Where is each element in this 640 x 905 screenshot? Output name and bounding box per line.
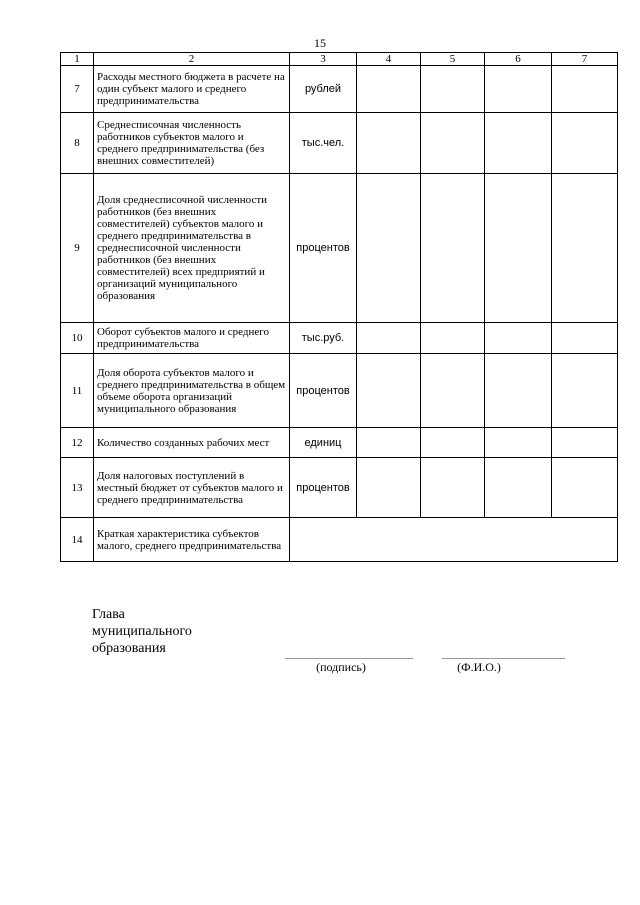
row-number: 13 bbox=[61, 458, 94, 518]
value-cell bbox=[485, 66, 552, 113]
column-header: 1 bbox=[61, 53, 94, 66]
table-row bbox=[61, 518, 618, 562]
unit-cell: процентов bbox=[290, 458, 357, 518]
value-cell bbox=[485, 113, 552, 174]
signature-caption: (подпись) bbox=[316, 660, 366, 674]
value-cell bbox=[357, 66, 421, 113]
value-cell bbox=[357, 323, 421, 354]
row-number: 11 bbox=[61, 354, 94, 428]
value-cell bbox=[421, 428, 485, 458]
value-cell bbox=[552, 174, 618, 323]
value-cell bbox=[485, 458, 552, 518]
signatory-title-line: Глава bbox=[92, 607, 125, 622]
table-row bbox=[61, 66, 618, 113]
name-caption: (Ф.И.О.) bbox=[457, 660, 501, 674]
indicator-description: Среднесписочная численность работников субъектов малого и среднего предпринимательства (без внешних совместителей) bbox=[94, 113, 290, 174]
indicator-description: Расходы местного бюджета в расчете на один субъект малого и среднего предпринимательства bbox=[94, 66, 290, 113]
indicator-description: Доля налоговых поступлений в местный бюджет от субъектов малого и среднего предпринимательства bbox=[94, 458, 290, 518]
value-cell bbox=[485, 174, 552, 323]
value-cell bbox=[552, 428, 618, 458]
signatory-title bbox=[92, 606, 192, 657]
value-cell bbox=[485, 323, 552, 354]
table-row bbox=[61, 174, 618, 323]
value-cell bbox=[421, 174, 485, 323]
unit-cell: рублей bbox=[290, 66, 357, 113]
row-number: 10 bbox=[61, 323, 94, 354]
row-number: 7 bbox=[61, 66, 94, 113]
table-row bbox=[61, 354, 618, 428]
value-cell bbox=[552, 323, 618, 354]
value-cell bbox=[552, 354, 618, 428]
value-cell bbox=[552, 458, 618, 518]
name-line bbox=[442, 658, 565, 659]
column-header: 2 bbox=[94, 53, 290, 66]
value-cell bbox=[552, 66, 618, 113]
signature-line bbox=[285, 658, 413, 659]
unit-cell: процентов bbox=[290, 354, 357, 428]
indicator-description: Краткая характеристика субъектов малого, среднего предпринимательства bbox=[94, 518, 290, 562]
value-cell bbox=[421, 323, 485, 354]
row-number: 12 bbox=[61, 428, 94, 458]
column-header: 6 bbox=[485, 53, 552, 66]
unit-cell: единиц bbox=[290, 428, 357, 458]
indicator-description: Количество созданных рабочих мест bbox=[94, 428, 290, 458]
column-header: 7 bbox=[552, 53, 618, 66]
value-cell bbox=[357, 458, 421, 518]
page-number: 15 bbox=[314, 36, 326, 50]
value-cell bbox=[485, 354, 552, 428]
value-cell bbox=[485, 428, 552, 458]
table-row bbox=[61, 323, 618, 354]
indicator-description: Доля оборота субъектов малого и среднего предпринимательства в общем объеме оборота организаций муниципального образования bbox=[94, 354, 290, 428]
signatory-title-line: образования bbox=[92, 641, 166, 656]
value-cell bbox=[357, 174, 421, 323]
value-cell bbox=[357, 354, 421, 428]
value-cell bbox=[421, 113, 485, 174]
indicators-table bbox=[60, 52, 618, 562]
table-header-row bbox=[61, 53, 618, 66]
value-cell bbox=[357, 113, 421, 174]
value-cell bbox=[421, 458, 485, 518]
column-header: 4 bbox=[357, 53, 421, 66]
characteristics-cell bbox=[290, 518, 618, 562]
row-number: 8 bbox=[61, 113, 94, 174]
value-cell bbox=[357, 428, 421, 458]
value-cell bbox=[552, 113, 618, 174]
signatory-title-line: муниципального bbox=[92, 624, 192, 639]
column-header: 5 bbox=[421, 53, 485, 66]
indicator-description: Доля среднесписочной численности работников (без внешних совместителей) субъектов малого и среднего предпринимательства в среднесписочной численности работников (без внешних совместителей) всех предприятий и организаций муниципального образования bbox=[94, 174, 290, 323]
table-row bbox=[61, 428, 618, 458]
row-number: 14 bbox=[61, 518, 94, 562]
value-cell bbox=[421, 66, 485, 113]
indicator-description: Оборот субъектов малого и среднего предпринимательства bbox=[94, 323, 290, 354]
table-row bbox=[61, 113, 618, 174]
unit-cell: процентов bbox=[290, 174, 357, 323]
value-cell bbox=[421, 354, 485, 428]
column-header: 3 bbox=[290, 53, 357, 66]
unit-cell: тыс.чел. bbox=[290, 113, 357, 174]
row-number: 9 bbox=[61, 174, 94, 323]
table-row bbox=[61, 458, 618, 518]
unit-cell: тыс.руб. bbox=[290, 323, 357, 354]
